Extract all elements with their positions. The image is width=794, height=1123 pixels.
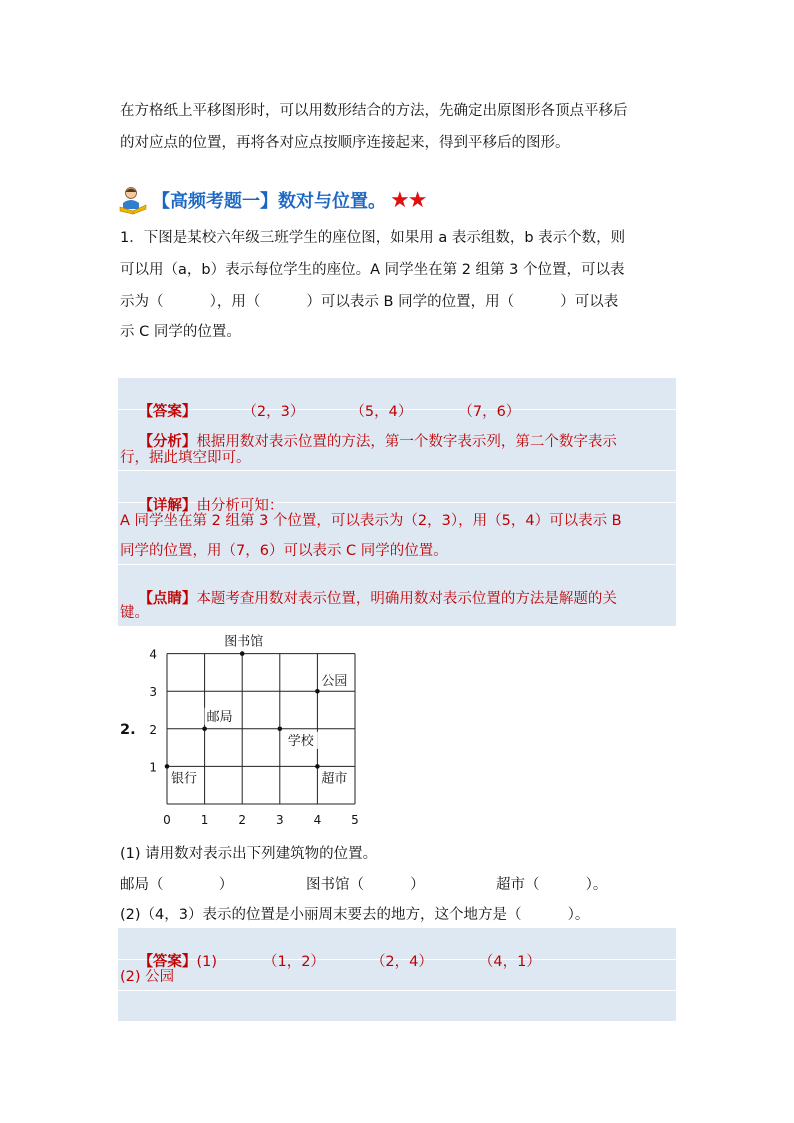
x-tick-label: 3	[275, 813, 284, 827]
q1-line-3: 示为（ ），用（ ）可以表示 B 同学的位置，用（ ）可以表	[120, 294, 619, 310]
q2-blank-post: 邮局（ ）	[120, 877, 234, 893]
analysis-line-2: 行，据此填空即可。	[120, 450, 251, 466]
x-tick-label: 0	[163, 813, 171, 827]
detail-line-2: 同学的位置，用（7，6）可以表示 C 同学的位置。	[120, 543, 448, 559]
answer2-part2: (2) 公园	[120, 969, 175, 985]
answer-c: （7，6）	[458, 404, 521, 420]
location-label: 公园	[321, 674, 348, 690]
x-tick-label: 4	[313, 813, 322, 827]
location-label: 超市	[321, 771, 348, 787]
answer-box-2	[118, 928, 676, 1021]
location-label: 图书馆	[224, 634, 264, 650]
comment-line-1: 【点睛】本题考查用数对表示位置，明确用数对表示位置的方法是解题的关	[138, 591, 617, 607]
y-tick-label: 2	[149, 722, 157, 737]
q2-number: 2.	[120, 722, 136, 738]
location-point	[278, 727, 283, 732]
q2-blank-market: 超市（ ）。	[496, 877, 608, 893]
answer2-tag: 【答案】	[138, 954, 197, 970]
location-label: 邮局	[206, 709, 233, 725]
answer2-row-1: 【答案】(1) （1，2） （2，4） （4，1）	[120, 934, 541, 987]
answer2-market: （4，1）	[478, 954, 541, 970]
answer-tag: 【答案】	[138, 404, 197, 420]
location-label: 学校	[287, 733, 314, 749]
location-point	[315, 764, 320, 769]
section-title: 【高频考题一】数对与位置。	[152, 191, 386, 212]
answer2-post: （1，2）	[262, 954, 325, 970]
answer-b: （5，4）	[350, 404, 413, 420]
difficulty-stars: ★★	[390, 187, 426, 213]
detail-line-1: A 同学坐在第 2 组第 3 个位置，可以表示为（2，3），用（5，4）可以表示 B	[120, 513, 622, 529]
section-heading	[118, 182, 425, 218]
location-point	[165, 764, 170, 769]
y-tick-label: 1	[149, 760, 157, 775]
answer2-library: （2，4）	[370, 954, 433, 970]
coordinate-grid	[140, 628, 380, 828]
location-point	[240, 651, 245, 656]
answer-box-1	[118, 378, 676, 626]
q1-line-2: 可以用（a，b）表示每位学生的座位。A 同学坐在第 2 组第 3 个位置，可以表	[120, 262, 625, 278]
student-reading-icon	[118, 185, 148, 215]
location-point	[315, 689, 320, 694]
location-point	[202, 727, 207, 732]
q2-blank-library: 图书馆（ ）	[306, 877, 425, 893]
comment-tag: 【点睛】	[138, 591, 197, 607]
comment-line-2: 键。	[120, 605, 149, 621]
x-tick-label: 2	[238, 813, 247, 827]
intro-line-1: 在方格纸上平移图形时，可以用数形结合的方法，先确定出原图形各顶点平移后	[120, 103, 628, 119]
q2-sub2: (2)（4，3）表示的位置是小丽周末要去的地方，这个地方是（ ）。	[120, 907, 590, 923]
detail-tag: 【详解】	[138, 498, 197, 514]
x-tick-label: 1	[200, 813, 209, 827]
q1-line-1: 1．下图是某校六年级三班学生的座位图，如果用 a 表示组数，b 表示个数，则	[120, 230, 626, 246]
location-label: 银行	[171, 771, 198, 787]
answer-a: （2，3）	[242, 404, 305, 420]
q2-sub1: (1) 请用数对表示出下列建筑物的位置。	[120, 846, 378, 862]
q1-line-4: 示 C 同学的位置。	[120, 324, 241, 340]
y-tick-label: 3	[149, 685, 157, 700]
analysis-line-1: 【分析】根据用数对表示位置的方法，第一个数字表示列，第二个数字表示	[138, 434, 617, 450]
intro-line-2: 的对应点的位置，再将各对应点按顺序连接起来，得到平移后的图形。	[120, 135, 570, 151]
detail-line-intro: 【详解】由分析可知：	[138, 498, 284, 514]
x-tick-label: 5	[351, 813, 359, 827]
y-tick-label: 4	[149, 647, 157, 662]
analysis-tag: 【分析】	[138, 434, 197, 450]
